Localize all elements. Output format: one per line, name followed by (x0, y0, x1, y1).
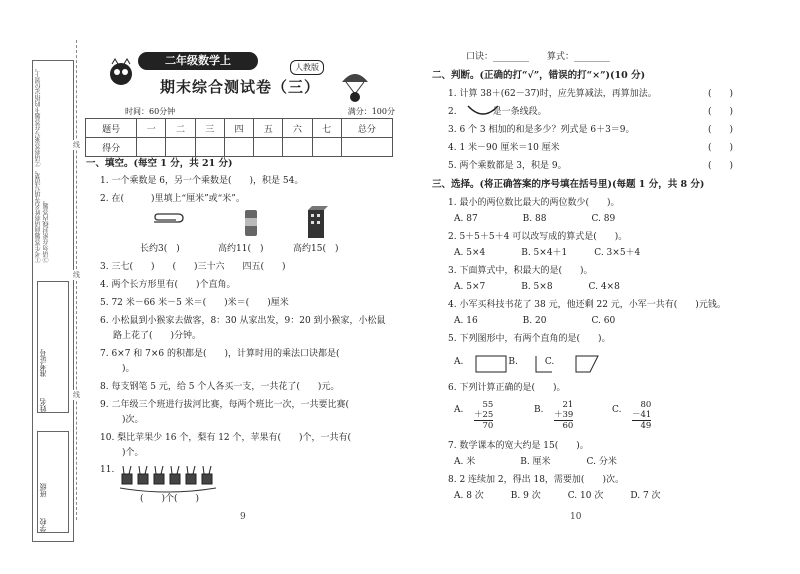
judge-4: 4. 1 米－90 厘米＝10 厘米 (448, 143, 560, 153)
building-icon (306, 206, 328, 240)
table-cell: 四 (224, 119, 253, 138)
score-cell[interactable] (224, 138, 253, 157)
choice-6-option-b: B. (534, 405, 544, 415)
table-cell: 一 (137, 119, 166, 138)
judge-1: 1. 计算 38＋(62－37)时，应先算减法，再算加法。 (448, 89, 657, 99)
exam-title: 期末综合测试卷（三） (160, 78, 321, 96)
score-cell[interactable] (166, 138, 195, 157)
paperclip-icon (150, 212, 186, 228)
judge-5: 5. 两个乘数都是 3，积是 9。 (448, 161, 567, 171)
choice-7-options: A. 米 B. 厘米 C. 分米 (454, 457, 617, 467)
question-6-cont: 路上花了( )分钟。 (113, 331, 202, 341)
choice-6-option-a: A. (454, 405, 464, 415)
question-2: 2. 在( )里填上“厘米”或“米”。 (100, 194, 245, 204)
choice-8: 8. 2 连续加 2，得出 18，需要加( )次。 (448, 475, 624, 485)
clip-length-label: 长约3( ) (140, 244, 180, 254)
section-choice: 三、选择。(将正确答案的序号填在括号里)(每题 1 分，共 8 分) (432, 179, 705, 190)
calc-a (474, 400, 493, 431)
fold-label: 线 (73, 391, 80, 399)
mascot-icon (104, 58, 138, 86)
table-cell: 题号 (86, 119, 137, 138)
judge-3: 3. 6 个 3 相加的和是多少？列式是 6＋3＝9。 (448, 125, 635, 135)
question-6: 6. 小松鼠到小猴家去做客，8：30 从家出发，9：20 到小猴家，小松鼠 (100, 316, 386, 326)
question-4: 4. 两个长方形里有( )个直角。 (100, 280, 236, 290)
question-3: 3. 三七( ) ( )三十六 四五( ) (100, 262, 286, 272)
judge-1-answer[interactable]: ( ) (708, 89, 734, 99)
calc-b-line: ＋39 (554, 410, 574, 420)
calc-b (554, 400, 573, 431)
calc-b-line: 21 (562, 400, 574, 410)
fold-label: 线 (73, 271, 80, 279)
choice-3: 3. 下面算式中，积最大的是( )。 (448, 266, 593, 276)
exam-meta (125, 106, 395, 117)
judge-5-answer[interactable]: ( ) (708, 161, 734, 171)
calc-c-line: －41 (632, 410, 652, 420)
table-cell: 二 (166, 119, 195, 138)
formula-line: 口诀：________ 算式：________ (466, 52, 611, 62)
question-1: 1. 一个乘数是 6，另一个乘数是( )，积是 54。 (100, 176, 304, 186)
question-8: 8. 每支钢笔 5 元，给 5 个人各买一支，一共花了( )元。 (100, 382, 340, 392)
choice-2-options: A. 5×4 B. 5×4＋1 C. 3×5＋4 (454, 248, 641, 258)
table-cell: 五 (254, 119, 283, 138)
pencil-cups-icon (118, 462, 218, 496)
choice-6-option-c: C. (612, 405, 622, 415)
choice-4: 4. 小军买科技书花了 38 元，他还剩 22 元，小军一共有( )元钱。 (448, 300, 726, 310)
question-9-cont: )次。 (113, 415, 144, 425)
page-number-left: 9 (240, 512, 246, 522)
judge-2-answer[interactable]: ( ) (708, 107, 734, 117)
question-7-cont: )。 (113, 364, 135, 374)
question-7: 7. 6×7 和 7×6 的积都是( )，计算时用的乘法口诀都是( (100, 349, 349, 359)
section-fill-blank: 一、填空。(每空 1 分，共 21 分) (86, 158, 233, 169)
publisher-badge: 人教版 (290, 60, 324, 75)
calc-c-line: 49 (640, 421, 652, 431)
table-cell: 七 (312, 119, 341, 138)
name-id-box: 姓名 准考证号 (37, 281, 69, 413)
can-icon (244, 208, 258, 238)
table-cell: 得分 (86, 138, 137, 157)
parachute-icon (340, 70, 370, 104)
score-cell[interactable] (254, 138, 283, 157)
shape-options-icon (474, 354, 604, 374)
calc-b-line: 60 (562, 421, 574, 431)
choice-1: 1. 最小的两位数比最大的两位数少( )。 (448, 198, 620, 208)
full-score: 满分：100分 (347, 107, 395, 116)
choice-6: 6. 下列计算正确的是( )。 (448, 383, 566, 393)
page-number-right: 10 (570, 512, 582, 522)
calc-c (632, 400, 651, 431)
choice-5: 5. 下列图形中，有两个直角的是( )。 (448, 334, 611, 344)
fold-line (73, 40, 80, 520)
score-row-values (86, 138, 393, 157)
judge-3-answer[interactable]: ( ) (708, 125, 734, 135)
score-cell[interactable] (137, 138, 166, 157)
table-cell: 总分 (341, 119, 392, 138)
section-true-false: 二、判断。(正确的打“√”，错误的打“×”)(10 分) (432, 70, 646, 81)
fold-label: 线 (73, 141, 80, 149)
arc-icon (466, 104, 500, 118)
score-cell[interactable] (195, 138, 224, 157)
score-row-header (86, 119, 393, 138)
choice-1-options: A. 87 B. 88 C. 89 (454, 214, 616, 224)
choice-4-options: A. 16 B. 20 C. 60 (454, 316, 616, 326)
question-10-cont: )个。 (113, 448, 144, 458)
calc-a-line: 55 (482, 400, 494, 410)
choice-5-options: A. B. C. (454, 357, 555, 367)
choice-3-options: A. 5×7 B. 5×8 C. 4×8 (454, 282, 620, 292)
grade-title: 二年级数学上 (138, 52, 258, 70)
table-cell: 六 (283, 119, 312, 138)
question-10: 10. 梨比苹果少 16 个，梨有 12 个，苹果有( )个，一共有( (100, 433, 352, 443)
can-height-label: 高约11( ) (218, 244, 264, 254)
judge-2: 2. 是一条线段。 (448, 107, 547, 117)
question-5: 5. 72 米－66 米－5 米＝( )米＝( )厘米 (100, 298, 289, 308)
score-table (85, 118, 393, 157)
exam-notes: ①考生答题前请将姓名等填写清楚。②请将答案写在答题卡的指定位置上。③请勿在密封线内答题。 (35, 65, 50, 263)
score-cell[interactable] (283, 138, 312, 157)
choice-8-options: A. 8 次 B. 9 次 C. 10 次 D. 7 次 (454, 491, 661, 501)
question-11-answer: ( )个( ) (140, 494, 200, 504)
calc-a-line: ＋25 (474, 410, 494, 420)
score-cell[interactable] (341, 138, 392, 157)
school-class-box: 学校 班级 (37, 431, 69, 533)
building-height-label: 高约15( ) (293, 244, 339, 254)
question-9: 9. 二年级三个班进行拔河比赛，每两个班比一次，一共要比赛( (100, 400, 349, 410)
binding-margin (32, 60, 74, 542)
score-cell[interactable] (312, 138, 341, 157)
question-11: 11. (100, 465, 115, 475)
table-cell: 三 (195, 119, 224, 138)
choice-2: 2. 5＋5＋5＋4 可以改写成的算式是( )。 (448, 232, 628, 242)
calc-c-line: 80 (640, 400, 652, 410)
exam-time: 时间：60分钟 (125, 107, 176, 116)
judge-4-answer[interactable]: ( ) (708, 143, 734, 153)
choice-7: 7. 数学课本的宽大约是 15( )。 (448, 441, 589, 451)
calc-a-line: 70 (482, 421, 494, 431)
